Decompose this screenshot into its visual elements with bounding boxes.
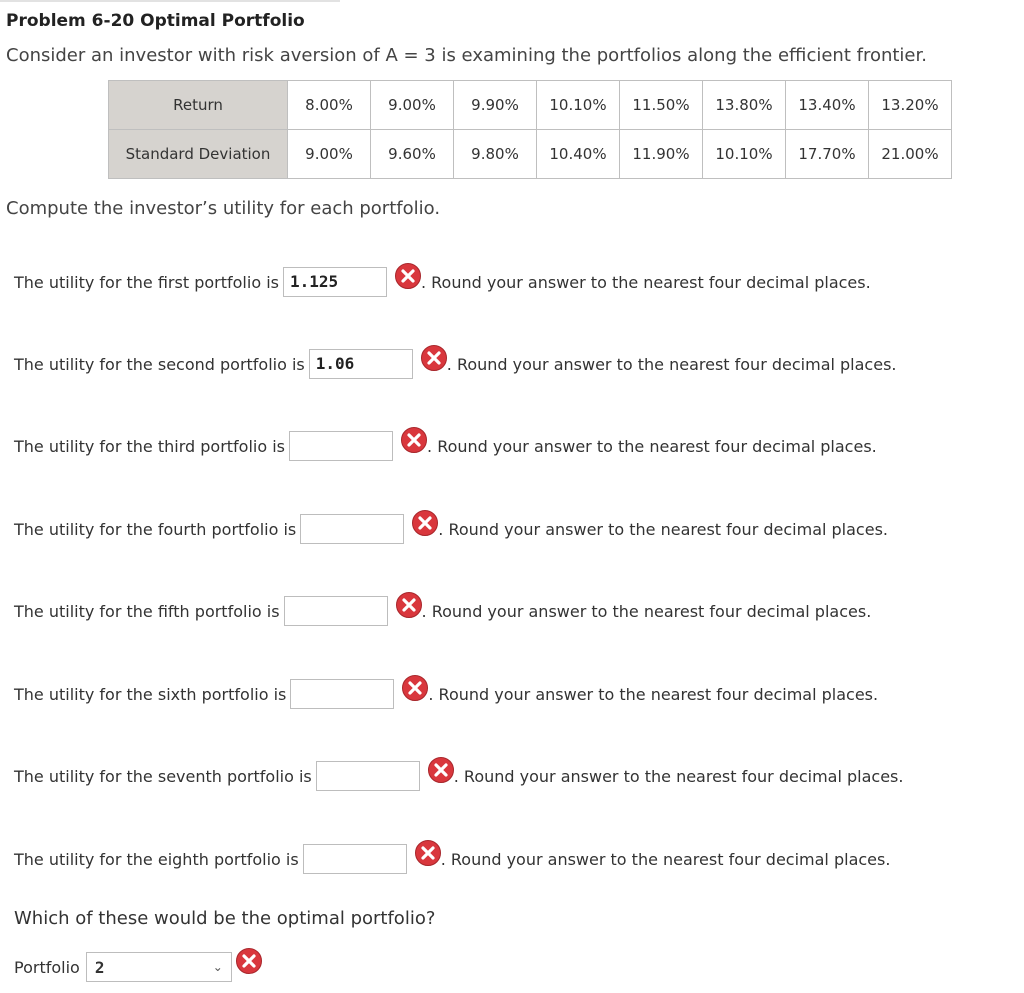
question-label: The utility for the eighth portfolio is [14,849,299,869]
return-cell: 9.90% [454,81,537,130]
question-row-8 [14,842,890,876]
chevron-down-icon: ⌄ [212,960,223,974]
sd-cell: 17.70% [786,130,869,179]
sd-cell: 11.90% [620,130,703,179]
incorrect-x-icon [401,427,427,453]
question-label: The utility for the seventh portfolio is [14,766,312,786]
return-row [109,81,952,130]
rounding-hint: . Round your answer to the nearest four decimal places. [420,272,871,292]
answer-input-3[interactable] [289,431,393,461]
sd-cell: 9.00% [288,130,371,179]
answer-input-2[interactable]: 1.06 [309,349,413,379]
rounding-hint: . Round your answer to the nearest four decimal places. [453,766,904,786]
answer-input-1[interactable]: 1.125 [283,267,387,297]
incorrect-x-icon [428,757,454,783]
problem-title: Problem 6-20 Optimal Portfolio [6,11,305,31]
portfolio-selected-value: 2 [94,957,105,977]
return-cell: 13.80% [703,81,786,130]
question-row-7 [14,759,903,793]
portfolio-table [108,80,952,179]
answer-input-6[interactable] [290,679,394,709]
question-label: The utility for the sixth portfolio is [14,684,287,704]
sd-cell: 21.00% [869,130,952,179]
return-cell: 13.20% [869,81,952,130]
question-label: The utility for the third portfolio is [14,436,286,456]
top-divider [0,0,340,2]
return-cell: 10.10% [537,81,620,130]
sd-header: Standard Deviation [109,130,288,179]
incorrect-x-icon [415,840,441,866]
incorrect-x-icon [236,948,262,974]
incorrect-x-icon [412,510,438,536]
rounding-hint: . Round your answer to the nearest four decimal places. [438,519,888,539]
problem-intro: Consider an investor with risk aversion of A = 3 is examining the portfolios along the efficient frontier. [6,45,927,66]
question-row-2 [14,347,897,381]
answer-input-8[interactable] [303,844,407,874]
question-label: The utility for the fourth portfolio is [14,519,297,539]
sd-cell: 10.10% [703,130,786,179]
question-row-4 [14,512,888,546]
question-row-3 [14,429,877,463]
rounding-hint: . Round your answer to the nearest four decimal places. [428,684,879,704]
question-row-6 [14,677,878,711]
return-cell: 11.50% [620,81,703,130]
answer-input-5[interactable] [284,596,388,626]
sd-cell: 9.60% [371,130,454,179]
sd-cell: 10.40% [537,130,620,179]
return-cell: 8.00% [288,81,371,130]
optimal-question: Which of these would be the optimal portfolio? [14,908,436,929]
optimal-portfolio-row [14,952,262,982]
return-cell: 9.00% [371,81,454,130]
sd-row [109,130,952,179]
question-row-1 [14,265,871,299]
question-row-5 [14,594,871,628]
portfolio-select[interactable] [86,952,232,982]
portfolio-label: Portfolio [14,957,80,977]
incorrect-x-icon [421,345,447,371]
sd-cell: 9.80% [454,130,537,179]
incorrect-x-icon [395,263,421,289]
return-header: Return [109,81,288,130]
rounding-hint: . Round your answer to the nearest four decimal places. [446,354,897,374]
rounding-hint: . Round your answer to the nearest four decimal places. [421,601,872,621]
return-cell: 13.40% [786,81,869,130]
rounding-hint: . Round your answer to the nearest four decimal places. [440,849,891,869]
question-label: The utility for the second portfolio is [14,354,305,374]
question-label: The utility for the first portfolio is [14,272,279,292]
rounding-hint: . Round your answer to the nearest four decimal places. [427,436,877,456]
answer-input-7[interactable] [316,761,420,791]
answer-input-4[interactable] [300,514,404,544]
incorrect-x-icon [396,592,422,618]
question-label: The utility for the fifth portfolio is [14,601,280,621]
incorrect-x-icon [402,675,428,701]
compute-instruction: Compute the investor’s utility for each portfolio. [6,198,441,219]
